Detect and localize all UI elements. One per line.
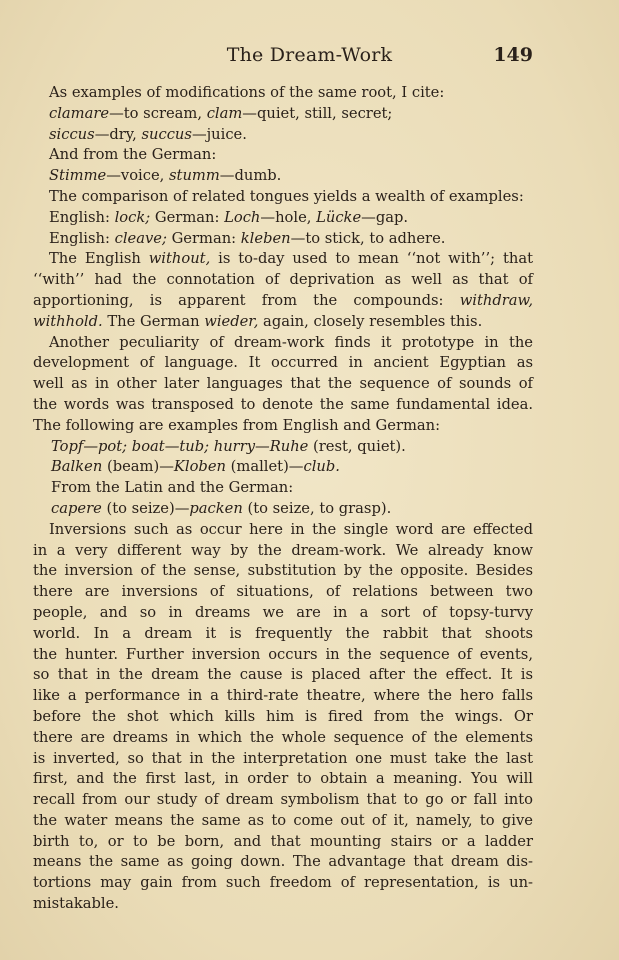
text-line — [33, 873, 533, 894]
text-run: Inversions such as occur here in the single word are effected — [49, 520, 533, 538]
text-run: in a very different way by the dream-work. We already know — [33, 541, 533, 559]
text-line — [33, 353, 533, 374]
text-run: is inverted, so that in the interpretation one must take the last — [33, 749, 533, 767]
text-run: before the shot which kills him is fired from the wings. Or — [33, 707, 533, 725]
text-line — [33, 166, 533, 187]
text-run: Another peculiarity of dream-work finds it prototype in the — [49, 333, 533, 351]
text-run: the hunter. Further inversion occurs in the sequence of events, — [33, 645, 533, 663]
text-run: people, and so in dreams we are in a sort of topsy-turvy — [33, 603, 533, 621]
text-run: ‘‘with’’ had the connotation of deprivation as well as that of — [33, 271, 533, 289]
text-run: well as in other later languages that the sequence of sounds of — [33, 375, 533, 393]
italic-term: succus — [141, 125, 192, 143]
italic-term: club. — [303, 458, 340, 476]
italic-term: without, — [148, 250, 211, 268]
text-run: (to seize)— — [101, 499, 190, 517]
text-run: (beam)— — [102, 458, 174, 476]
text-line — [33, 582, 533, 603]
italic-term: packen — [189, 499, 243, 517]
text-line — [33, 852, 533, 873]
text-run: means the same as going down. The advantage that dream dis- — [33, 853, 533, 871]
italic-term: capere — [51, 499, 102, 517]
text-run: —dumb. — [219, 167, 282, 185]
text-line — [33, 187, 533, 208]
text-line — [33, 520, 533, 541]
text-line — [33, 832, 533, 853]
text-run: German: — [150, 208, 225, 226]
text-line — [33, 499, 533, 520]
italic-term: stumm — [169, 167, 220, 185]
text-run: tortions may gain from such freedom of representation, is un- — [33, 874, 533, 892]
text-run: As examples of modifications of the same root, I cite: — [49, 84, 445, 101]
text-line — [33, 374, 533, 395]
text-line — [33, 645, 533, 666]
text-line — [33, 270, 533, 291]
page-number: 149 — [493, 44, 533, 66]
text-run: The comparison of related tongues yields a wealth of examples: — [49, 187, 524, 205]
text-line — [33, 728, 533, 749]
text-run: the inversion of the sense, substitution by the opposite. Besides — [33, 562, 533, 580]
italic-term: clamare — [49, 104, 110, 122]
italic-term: kleben — [240, 229, 291, 247]
italic-term: lock; — [114, 208, 151, 226]
text-line — [33, 686, 533, 707]
text-run: From the Latin and the German: — [51, 479, 294, 497]
text-line — [33, 541, 533, 562]
text-run: like a performance in a third-rate theatre, where the hero falls — [33, 687, 533, 705]
text-line — [33, 603, 533, 624]
text-run: recall from our study of dream symbolism that to go or fall into — [33, 791, 533, 809]
text-line — [33, 811, 533, 832]
text-run: (rest, quiet). — [308, 437, 406, 455]
text-run: —dry, — [94, 125, 142, 143]
text-line — [33, 333, 533, 354]
text-run: The German — [102, 312, 205, 330]
text-line — [33, 478, 533, 499]
text-line — [33, 291, 533, 312]
text-line — [33, 104, 533, 125]
italic-term: Lücke — [316, 208, 362, 226]
body-text — [33, 83, 533, 915]
text-line — [33, 894, 533, 915]
text-line — [33, 416, 533, 437]
text-run: is to-day used to mean ‘‘not with’’; that — [210, 250, 533, 268]
italic-term: Balken — [51, 458, 103, 476]
text-run: English: — [49, 208, 115, 226]
italic-term: Stimme — [49, 167, 107, 185]
text-line — [33, 312, 533, 333]
text-run: —to scream, — [109, 104, 207, 122]
text-run: world. In a dream it is frequently the rabbit that shoots — [33, 624, 533, 642]
text-line — [33, 790, 533, 811]
text-line — [33, 208, 533, 229]
text-run: —gap. — [361, 208, 409, 226]
text-run: (to seize, to grasp). — [242, 499, 392, 517]
text-run: English: — [49, 229, 115, 247]
running-title: The Dream-Work — [226, 44, 393, 66]
text-run: The following are examples from English and German: — [33, 416, 441, 434]
text-line — [33, 769, 533, 790]
page-header — [0, 44, 619, 70]
italic-term: withdraw, — [459, 291, 533, 309]
text-line — [33, 624, 533, 645]
text-line — [33, 125, 533, 146]
text-line — [33, 707, 533, 728]
text-line — [33, 229, 533, 250]
text-run: there are inversions of situations, of relations between two — [33, 583, 533, 601]
text-line — [33, 457, 533, 478]
text-run: apportioning, is apparent from the compounds: — [33, 291, 460, 309]
text-line — [33, 749, 533, 770]
text-run: mistakable. — [33, 895, 119, 913]
text-run: —to stick, to adhere. — [290, 229, 446, 247]
text-run: there are dreams in which the whole sequence of the elements — [33, 728, 533, 746]
text-line — [33, 561, 533, 582]
text-run: the words was transposed to denote the same fundamental idea. — [33, 395, 533, 413]
text-run: again, closely resembles this. — [258, 312, 483, 330]
italic-term: Loch — [224, 208, 261, 226]
text-run: And from the German: — [49, 146, 217, 164]
text-run: The English — [49, 250, 149, 268]
text-run: —voice, — [106, 167, 169, 185]
text-run: development of language. It occurred in ancient Egyptian as — [33, 354, 533, 372]
text-run: German: — [166, 229, 241, 247]
italic-term: cleave; — [114, 229, 167, 247]
text-run: so that in the dream the cause is placed after the effect. It is — [33, 666, 533, 684]
text-line — [33, 83, 533, 104]
italic-term: clam — [206, 104, 243, 122]
text-run: —hole, — [260, 208, 317, 226]
text-line — [33, 437, 533, 458]
text-run: birth to, or to be born, and that mounting stairs or a ladder — [33, 832, 533, 850]
text-run: (mallet)— — [226, 458, 304, 476]
text-line — [33, 249, 533, 270]
text-line — [33, 145, 533, 166]
text-line — [33, 395, 533, 416]
text-run: first, and the first last, in order to obtain a meaning. You will — [33, 770, 533, 788]
text-line — [33, 665, 533, 686]
text-run: —quiet, still, secret; — [242, 104, 393, 122]
italic-term: wieder, — [204, 312, 259, 330]
italic-term: Kloben — [173, 458, 226, 476]
text-run: the water means the same as to come out of it, namely, to give — [33, 811, 533, 829]
italic-term: withhold. — [33, 312, 103, 330]
italic-term: siccus — [49, 125, 95, 143]
text-run: —juice. — [191, 125, 247, 143]
italic-term: Topf—pot; boat—tub; hurry—Ruhe — [51, 437, 309, 455]
